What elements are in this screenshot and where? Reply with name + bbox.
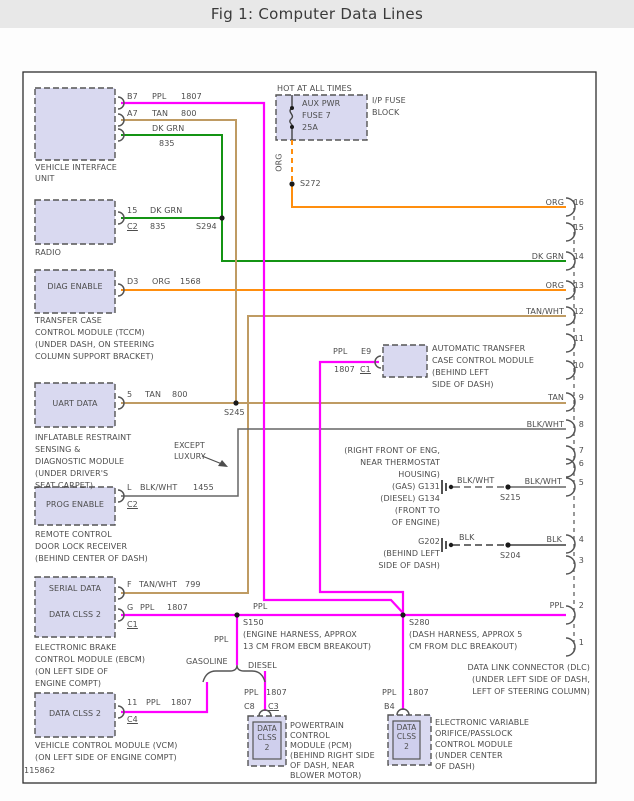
fuse-rating: 25A <box>302 123 318 132</box>
pcm-name-line2: CONTROL <box>290 731 330 740</box>
dlc-pin-1: 1 <box>578 638 584 647</box>
atccm-pin: E9 <box>361 347 372 356</box>
s150-splice <box>234 612 239 617</box>
radio-pin: 15 <box>127 206 138 215</box>
evo-pin-b4: B4 <box>384 702 395 711</box>
evo-name-line1: ELECTRONIC VARIABLE <box>435 718 530 727</box>
dlc-pin-13: 13 <box>573 281 584 290</box>
g202-loc-line2: SIDE OF DASH) <box>378 561 440 570</box>
s280-loc-line2: CM FROM DLC BREAKOUT) <box>409 642 518 651</box>
s294-splice <box>219 215 224 220</box>
ebcm-pin-f: F <box>127 580 132 589</box>
s280-loc-line1: (DASH HARNESS, APPROX 5 <box>409 630 523 639</box>
ebcm-name-line2: CONTROL MODULE (EBCM) <box>35 655 146 664</box>
fuse-node-top <box>290 106 294 110</box>
dlc-pin-11: 11 <box>573 334 584 343</box>
evo-wire-circuit: 1807 <box>408 688 429 697</box>
radio-wire-color: DK GRN <box>150 206 183 215</box>
evo-box-line2: CLSS <box>396 732 417 741</box>
pcm-name-line5: OF DASH, NEAR <box>290 761 355 770</box>
uart-wire-circuit: 800 <box>172 390 188 399</box>
viu-wire1-circuit: 1807 <box>181 92 202 101</box>
vcm-pin: 11 <box>127 698 138 707</box>
evo-wire-color: PPL <box>382 688 397 697</box>
rcdlr-name-line3: (BEHIND CENTER OF DASH) <box>35 554 148 563</box>
s215-label: S215 <box>500 493 521 502</box>
vcm-name-line1: VEHICLE CONTROL MODULE (VCM) <box>35 741 178 750</box>
pcm-name-line1: POWERTRAIN <box>290 721 344 730</box>
atccm-name-line1: AUTOMATIC TRANSFER <box>432 344 526 353</box>
bus-ppl-label: PPL <box>253 602 268 611</box>
uart-pin: 5 <box>127 390 133 399</box>
hot-at-all-times-label: HOT AT ALL TIMES <box>277 84 352 93</box>
g202-label: G202 <box>418 537 440 546</box>
pcm-box-line3: 2 <box>264 743 270 752</box>
dlc-pin-4: 4 <box>578 535 584 544</box>
uart-data-label: UART DATA <box>52 399 98 408</box>
radio-wire-circuit: 835 <box>150 222 166 231</box>
sdm-name-line5: SEAT CARPET) <box>35 481 94 490</box>
gasoline-label: GASOLINE <box>186 657 228 666</box>
s294-label: S294 <box>196 222 217 231</box>
pcm-wire-color: PPL <box>244 688 259 697</box>
diag-enable-label: DIAG ENABLE <box>47 282 103 291</box>
evo-box-line1: DATA <box>396 723 417 732</box>
dlc-pin-6: 6 <box>578 459 584 468</box>
ebcm-wire2-circuit: 1807 <box>167 603 188 612</box>
vcm-name-line2: (ON LEFT SIDE OF ENGINE COMPT) <box>35 753 177 762</box>
sdm-name-line3: DIAGNOSTIC MODULE <box>35 457 125 466</box>
g131-loc-line6: (FRONT TO <box>394 506 440 515</box>
s272-label: S272 <box>300 179 321 188</box>
fuse-name-line1: AUX PWR <box>302 99 341 108</box>
atccm-name-line2: CASE CONTROL MODULE <box>432 356 534 365</box>
dlc-pin-2-color: PPL <box>549 601 564 610</box>
viu-wire1-color: PPL <box>152 92 167 101</box>
dlc-pin-13-color: ORG <box>545 281 564 290</box>
g202-wire-color-right: BLK <box>546 535 562 544</box>
vcm-wire-circuit: 1807 <box>171 698 192 707</box>
prog-wire-color: BLK/WHT <box>140 483 178 492</box>
g131-loc-line2: NEAR THERMOSTAT <box>360 458 440 467</box>
s150-loc-line1: (ENGINE HARNESS, APPROX <box>243 630 357 639</box>
viu-pin-b7: B7 <box>127 92 138 101</box>
evo-name-line5: OF DASH) <box>435 762 475 771</box>
pcm-name-line6: BLOWER MOTOR) <box>290 771 362 780</box>
dlc-pin-14-color: DK GRN <box>531 252 564 261</box>
g202-wire-color-left: BLK <box>459 533 475 542</box>
dlc-pin-16: 16 <box>573 198 584 207</box>
tccm-name-line3: (UNDER DASH, ON STEERING <box>35 340 155 349</box>
atccm-wire-circuit: 1807 <box>334 365 355 374</box>
s215-splice <box>505 484 510 489</box>
dlc-name-line1: DATA LINK CONNECTOR (DLC) <box>467 663 590 672</box>
diesel-label: DIESEL <box>248 661 277 670</box>
serial-data-label: SERIAL DATA <box>48 584 102 593</box>
g131-node <box>449 485 453 489</box>
g131-wire-color-right: BLK/WHT <box>524 477 562 486</box>
evo-name-line3: CONTROL MODULE <box>435 740 513 749</box>
dlc-pin-9-color: TAN <box>547 393 564 402</box>
viu-wire3-circuit: 835 <box>159 139 175 148</box>
tccm-name-line1: TRANSFER CASE <box>35 316 102 325</box>
evo-name-line2: ORIFICE/PASSLOCK <box>435 729 513 738</box>
radio-name: RADIO <box>35 248 62 257</box>
s245-label: S245 <box>224 408 245 417</box>
tccm-name-line4: COLUMN SUPPORT BRACKET) <box>35 352 154 361</box>
g131-loc-line7: OF ENGINE) <box>391 518 440 527</box>
ebcm-wire1-circuit: 799 <box>185 580 201 589</box>
evo-name-line4: (UNDER CENTER <box>435 751 503 760</box>
radio-connector: C2 <box>127 222 138 231</box>
viu-wire2-color: TAN <box>152 109 169 118</box>
figure-title: Fig 1: Computer Data Lines <box>210 5 424 23</box>
dlc-pin-7: 7 <box>578 446 584 455</box>
fuse-node-bottom <box>290 125 294 129</box>
dlc-pin-3: 3 <box>578 556 584 565</box>
s280-splice <box>400 612 405 617</box>
dlc-pin-12: 12 <box>573 307 584 316</box>
dlc-pin-16-color: ORG <box>545 198 564 207</box>
g131-loc-line3: HOUSING) <box>398 470 440 479</box>
pcm-connector-c8: C8 <box>244 702 255 711</box>
ebcm-name-line1: ELECTRONIC BRAKE <box>35 643 117 652</box>
pcm-box-line2: CLSS <box>257 733 277 742</box>
fuse-block-label2: BLOCK <box>372 108 400 117</box>
ebcm-connector: C1 <box>127 620 138 629</box>
dlc-pin-12-color: TAN/WHT <box>526 307 564 316</box>
dlc-pin-8: 8 <box>578 420 584 429</box>
viu-box <box>35 88 115 160</box>
dlc-pin-5: 5 <box>578 478 584 487</box>
dlc-pin-9: 9 <box>578 393 584 402</box>
pcm-name-line3: MODULE (PCM) <box>290 741 353 750</box>
g202-loc-line1: (BEHIND LEFT <box>383 549 440 558</box>
atccm-connector: C1 <box>360 365 371 374</box>
vcm-connector: C4 <box>127 715 138 724</box>
fuse-name-line2: FUSE 7 <box>302 111 331 120</box>
sdm-name-line1: INFLATABLE RESTRAINT <box>35 433 132 442</box>
g131-diesel-label: (DIESEL) G134 <box>380 494 440 503</box>
s272-splice <box>289 181 294 186</box>
s245-splice <box>233 400 238 405</box>
tccm-pin: D3 <box>127 277 139 286</box>
pcm-wire-circuit: 1807 <box>266 688 287 697</box>
except-luxury-line1: EXCEPT <box>174 441 205 450</box>
ebcm-data-clss2-label: DATA CLSS 2 <box>48 610 102 619</box>
pcm-name-line4: (BEHIND RIGHT SIDE <box>290 751 375 760</box>
atccm-wire-color: PPL <box>333 347 348 356</box>
doc-number: 115862 <box>24 766 56 775</box>
viu-name-line1: VEHICLE INTERFACE <box>35 163 117 172</box>
prog-pin: L <box>127 483 132 492</box>
ebcm-pin-g: G <box>127 603 134 612</box>
pcm-box-line1: DATA <box>257 724 277 733</box>
atccm-name-line3: (BEHIND LEFT <box>432 368 489 377</box>
g131-gas-label: (GAS) G131 <box>391 482 440 491</box>
uart-wire-color: TAN <box>145 390 162 399</box>
evo-box-line3: 2 <box>404 742 409 751</box>
s150-drop-ppl-label: PPL <box>214 635 229 644</box>
fuse-wire-color-vertical: ORG <box>274 153 284 172</box>
dlc-pin-8-color: BLK/WHT <box>526 420 564 429</box>
s204-splice <box>505 542 510 547</box>
prog-wire-circuit: 1455 <box>193 483 214 492</box>
viu-wire2-circuit: 800 <box>181 109 197 118</box>
s150-label: S150 <box>243 618 264 627</box>
diag-enable-box <box>35 270 115 313</box>
ebcm-wire1-color: TAN/WHT <box>139 580 177 589</box>
dlc-pin-15: 15 <box>573 223 584 232</box>
dlc-pin-14: 14 <box>573 252 584 261</box>
ebcm-name-line3: (ON LEFT SIDE OF <box>35 667 109 676</box>
radio-box <box>35 200 115 244</box>
rcdlr-name-line1: REMOTE CONTROL <box>35 530 112 539</box>
viu-pin-a7: A7 <box>127 109 138 118</box>
vcm-wire-color: PPL <box>146 698 161 707</box>
fuse-block-label1: I/P FUSE <box>372 96 406 105</box>
dlc-name-line2: (UNDER LEFT SIDE OF DASH, <box>472 675 590 684</box>
s204-label: S204 <box>500 551 521 560</box>
s150-loc-line2: 13 CM FROM EBCM BREAKOUT) <box>243 642 372 651</box>
tccm-wire-color: ORG <box>152 277 171 286</box>
g202-node <box>449 543 453 547</box>
dlc-pin-10: 10 <box>573 361 584 370</box>
ebcm-wire2-color: PPL <box>140 603 155 612</box>
vcm-data-clss2-label: DATA CLSS 2 <box>48 709 102 718</box>
dlc-name-line3: LEFT OF STEERING COLUMN) <box>472 687 590 696</box>
atccm-box <box>383 345 427 377</box>
sdm-name-line4: (UNDER DRIVER'S <box>35 469 109 478</box>
tccm-wire-circuit: 1568 <box>180 277 201 286</box>
viu-wire3-color: DK GRN <box>152 124 185 133</box>
g131-wire-color-left: BLK/WHT <box>457 476 495 485</box>
except-luxury-line2: LUXURY <box>174 452 206 461</box>
rcdlr-name-line2: DOOR LOCK RECEIVER <box>35 542 128 551</box>
dlc-pin-2: 2 <box>578 601 584 610</box>
g131-loc-line1: (RIGHT FRONT OF ENG, <box>344 446 440 455</box>
s280-label: S280 <box>409 618 430 627</box>
pcm-connector-c3: C3 <box>268 702 279 711</box>
atccm-name-line4: SIDE OF DASH) <box>432 380 494 389</box>
prog-connector: C2 <box>127 500 138 509</box>
ebcm-name-line4: ENGINE COMPT) <box>35 679 102 688</box>
viu-name-line2: UNIT <box>35 174 55 183</box>
sdm-name-line2: SENSING & <box>35 445 81 454</box>
tccm-name-line2: CONTROL MODULE (TCCM) <box>35 328 145 337</box>
prog-enable-label: PROG ENABLE <box>45 500 105 509</box>
